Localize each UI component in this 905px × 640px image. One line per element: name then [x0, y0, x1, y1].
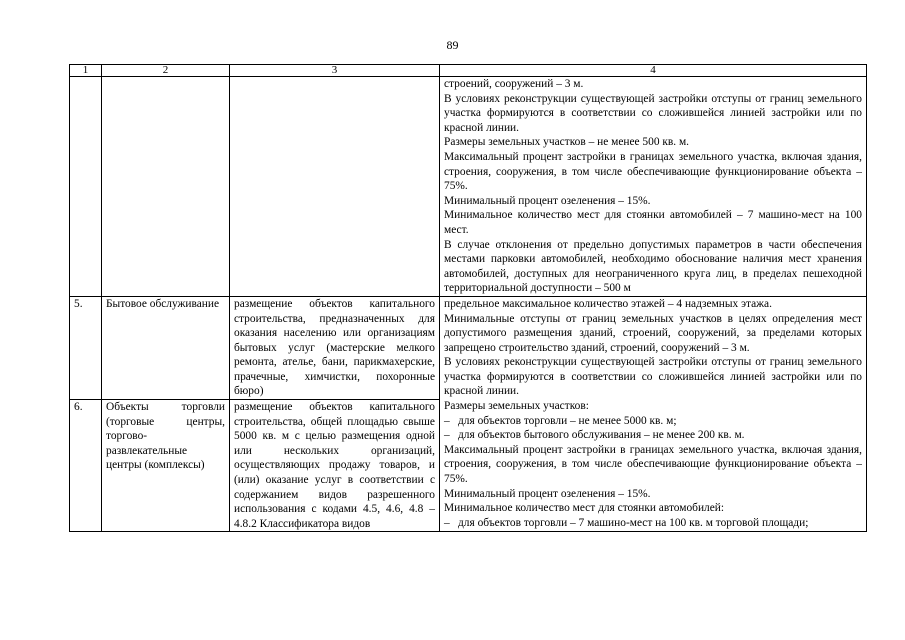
row-6-description: размещение объектов капитального строительства, общей площадью свыше 5000 кв. м с целью размещения одной или нескольких организаций, осуществляющих продажу товаров, и (или) оказание услуг в соответствии с содержанием видов разрешенного использования с кодами 4.5, 4.6, 4.8 – 4.8.2 Классификатора видов	[230, 400, 440, 532]
header-col-3: 3	[230, 65, 440, 77]
dash-text: для объектов торговли – 7 машино-мест на 100 кв. м торговой площади;	[458, 516, 809, 529]
cont-paragraph: Максимальный процент застройки в границах земельного участка, включая здания, строения, сооружения, в том числе обеспечивающие функционирование объекта – 75%.	[444, 150, 862, 193]
row-6-name: Объекты торговли (торговые центры, торгово-развлекательные центры (комплексы)	[102, 400, 230, 532]
cont-col-2	[102, 77, 230, 297]
param-paragraph: В условиях реконструкции существующей застройки отступы от границ земельного участка формируются в соответствии со сложившейся линией застройки или по красной линии.	[444, 356, 862, 398]
dash-list-item	[444, 428, 862, 443]
regulations-table	[69, 64, 867, 532]
param-paragraph: Размеры земельных участков:	[444, 400, 589, 413]
row-5-name: Бытовое обслуживание	[102, 296, 230, 399]
cont-col-4	[440, 77, 867, 297]
cont-col-1	[70, 77, 102, 297]
param-paragraph: Минимальные отступы от границ земельных участков в целях определения мест допустимого размещения зданий, строений, сооружений, за пределами которых запрещено строительство зданий, строений, сооружений – 3 м.	[444, 312, 862, 354]
cont-col-3	[230, 77, 440, 297]
header-row	[70, 65, 867, 77]
header-col-2: 2	[102, 65, 230, 77]
dash-text: для объектов торговли – не менее 5000 кв. м;	[458, 414, 677, 427]
dash-text: для объектов бытового обслуживания – не менее 200 кв. м.	[458, 429, 745, 442]
row-6-number: 6.	[70, 400, 102, 532]
dash-list-item	[444, 414, 862, 429]
row-5-number: 5.	[70, 296, 102, 399]
cont-paragraph: строений, сооружений – 3 м.	[444, 78, 584, 90]
merged-parameters-cell	[440, 296, 867, 532]
param-paragraph: предельное максимальное количество этажей – 4 надземных этажа.	[444, 297, 772, 310]
param-paragraph: Минимальное количество мест для стоянки автомобилей:	[444, 502, 725, 515]
cont-paragraph: В условиях реконструкции существующей застройки отступы от границ земельного участка формируются в соответствии со сложившейся линией застройки или по красной линии.	[444, 92, 862, 134]
cont-paragraph: Минимальное количество мест для стоянки автомобилей – 7 машино-мест на 100 мест.	[444, 209, 862, 236]
param-paragraph: Максимальный процент застройки в границах земельного участка, включая здания, строения, сооружения, в том числе обеспечивающие функционирование объекта – 75%.	[444, 443, 862, 486]
dash-list-item	[444, 516, 862, 531]
cont-paragraph: Размеры земельных участков – не менее 500 кв. м.	[444, 136, 690, 149]
dash-mark: –	[444, 516, 450, 529]
cont-paragraph: Минимальный процент озеленения – 15%.	[444, 194, 651, 207]
continuation-row	[70, 77, 867, 297]
param-paragraph: Минимальный процент озеленения – 15%.	[444, 487, 651, 500]
cont-paragraph: В случае отклонения от предельно допустимых параметров в части обеспечения местами парковки автомобилей, необходимо обоснование наличия мест хранения автомобилей, доступных для неограниченного круга лиц, в пределах пешеходной территориальной доступности – 500 м	[444, 238, 862, 295]
row-5-description: размещение объектов капитального строительства, предназначенных для оказания населению или организациям бытовых услуг (мастерские мелкого ремонта, ателье, бани, парикмахерские, прачечные, химчистки, похоронные бюро)	[230, 296, 440, 399]
header-col-4: 4	[440, 65, 867, 77]
page-number: 89	[446, 38, 459, 52]
dash-mark: –	[444, 429, 450, 442]
header-col-1: 1	[70, 65, 102, 77]
row-5	[70, 296, 867, 399]
dash-mark: –	[444, 414, 450, 427]
